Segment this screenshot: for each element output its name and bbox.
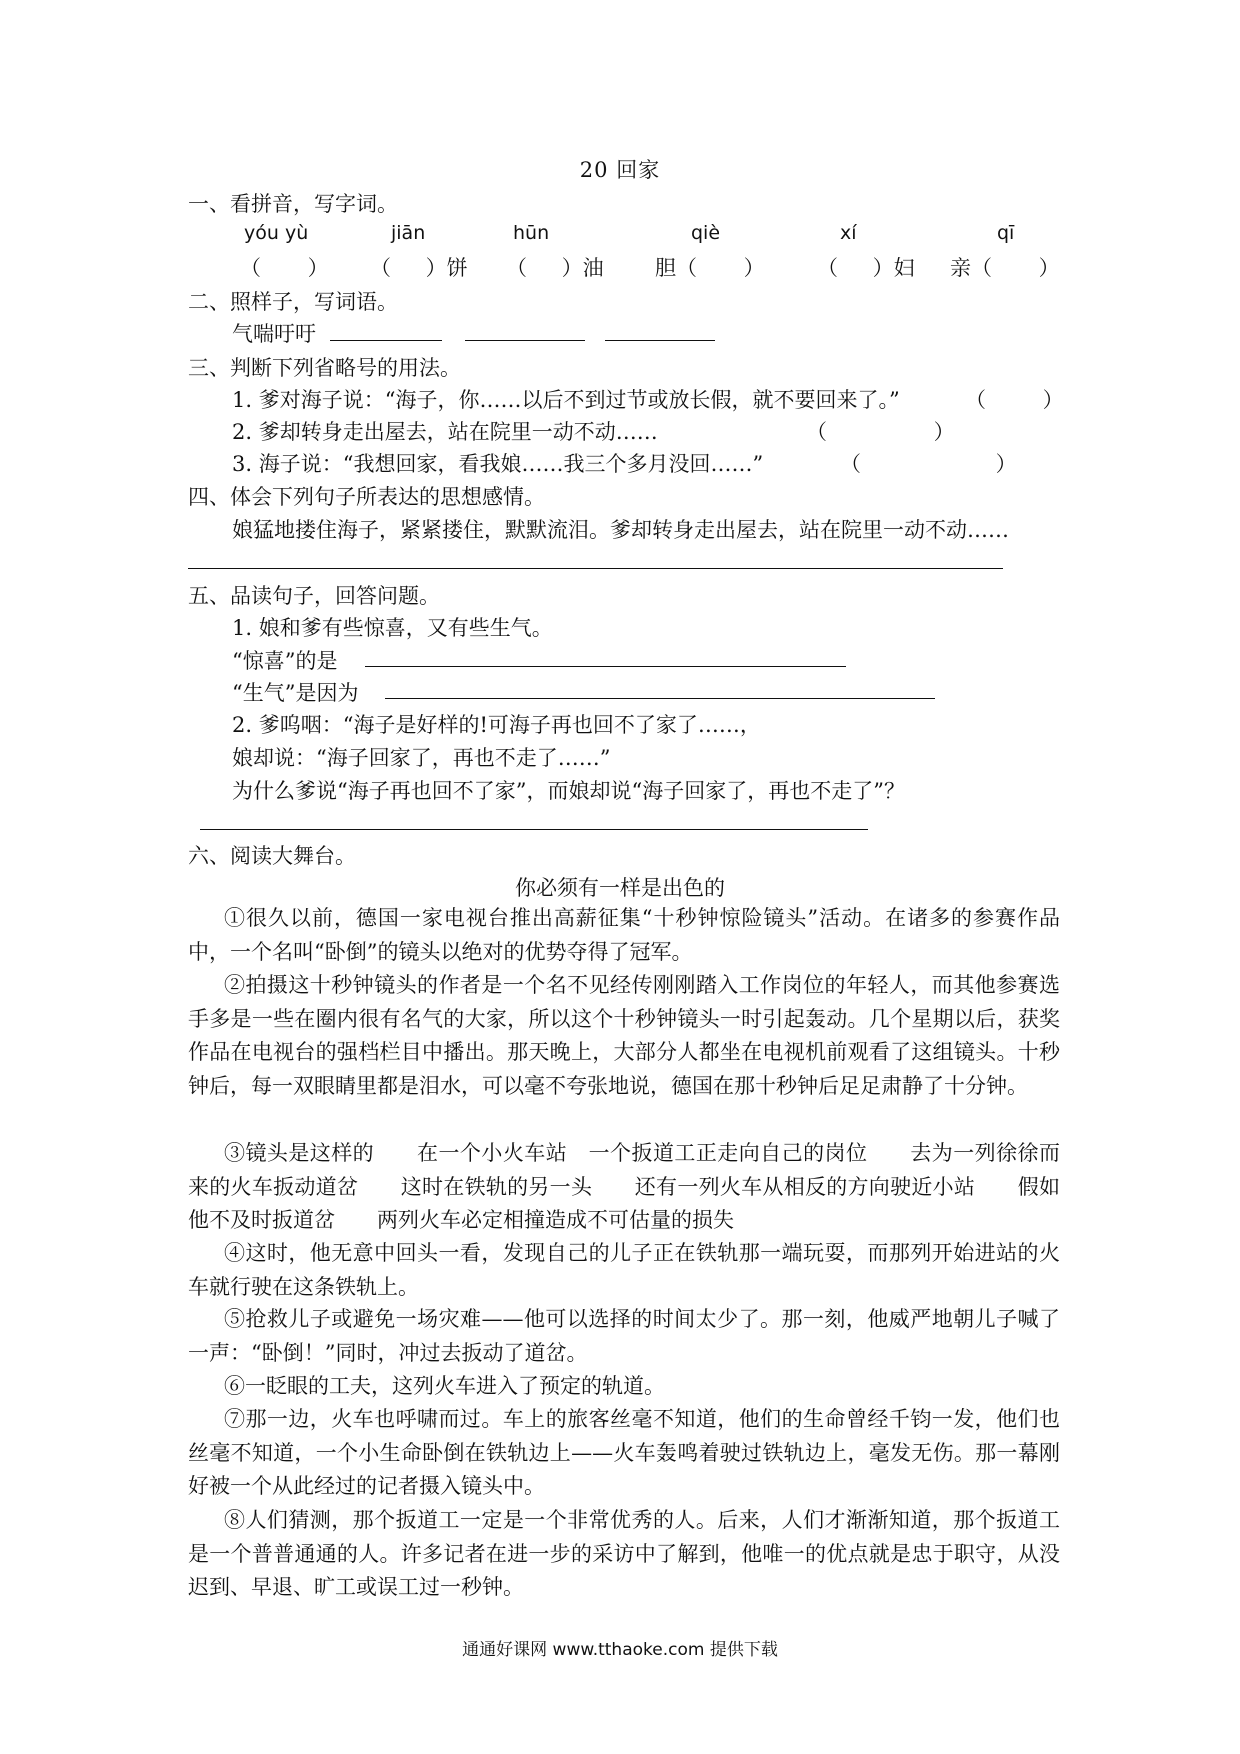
quoted-sentence: 娘猛地搂住海子，紧紧搂住，默默流泪。爹却转身走出屋去，站在院里一动不动…… <box>232 518 1009 542</box>
passage-paragraph <box>188 1504 1060 1605</box>
section-6-heading: 六、阅读大舞台。 <box>188 844 356 868</box>
passage-paragraph <box>188 1237 1060 1304</box>
answer-line[interactable] <box>465 340 585 341</box>
section-5-heading: 五、品读句子，回答问题。 <box>188 584 440 608</box>
answer-paren[interactable]: （ ） <box>840 452 1017 476</box>
answer-line[interactable] <box>200 829 868 830</box>
section-2-heading: 二、照样子，写词语。 <box>188 290 398 314</box>
passage-paragraph <box>188 1137 1060 1238</box>
paragraph-text: ⑦那一边，火车也呼啸而过。车上的旅客丝毫不知道，他们的生命曾经千钧一发，他们也丝毫不知道，一个小生命卧倒在铁轨边上——火车轰鸣着驶过铁轨边上，毫发无伤。那一幕刚好被一个从此经过的记者摄入镜头中。 <box>188 1407 1060 1498</box>
answer-paren[interactable]: （ ） <box>806 420 955 444</box>
blank-1[interactable]: （ ） <box>240 256 329 280</box>
question-2: 2. 爹呜咽：“海子是好样的!可海子再也回不了家了……， <box>232 713 761 737</box>
paragraph-text: ②拍摄这十秒钟镜头的作者是一个名不见经传刚刚踏入工作岗位的年轻人，而其他参赛选手多是一些在圈内很有名气的大家，所以这个十秒钟镜头一时引起轰动。几个星期以后，获奖作品在电视台的强档栏目中播出。那天晚上，大部分人都坐在电视机前观看了这组镜头。十秒钟后，每一双眼睛里都是泪水，可以毫不夸张地说，德国在那十秒钟后足足肃静了十分钟。 <box>188 973 1060 1098</box>
pinyin-4: qiè <box>691 222 721 244</box>
answer-line[interactable] <box>188 568 1003 569</box>
answer-line[interactable] <box>385 698 935 699</box>
section-3-heading: 三、判断下列省略号的用法。 <box>188 356 461 380</box>
passage-paragraph <box>188 1403 1060 1504</box>
blank-6[interactable]: 亲（ ） <box>950 256 1060 280</box>
blank-2[interactable]: （ ）饼 <box>370 256 468 280</box>
paragraph-text: ③镜头是这样的 在一个小火车站 一个扳道工正走向自己的岗位 去为一列徐徐而来的火车扳动道岔 这时在铁轨的另一头 还有一列火车从相反的方向驶近小站 假如他不及时扳道岔 两列火车必定相撞造成不可估量的损失 <box>188 1141 1060 1232</box>
answer-paren[interactable]: （ ） <box>965 388 1064 412</box>
section-4-heading: 四、体会下列句子所表达的思想感情。 <box>188 485 545 509</box>
pinyin-1: yóu yù <box>244 222 309 244</box>
question-item: 1. 爹对海子说：“海子，你……以后不到过节或放长假，就不要回来了。” <box>232 388 900 412</box>
blank-3[interactable]: （ ）油 <box>506 256 604 280</box>
passage-paragraph <box>188 902 1060 969</box>
question-2-quote: 娘却说：“海子回家了，再也不走了……” <box>232 746 611 770</box>
pinyin-2: jiān <box>391 222 426 244</box>
page-title: 20 回家 <box>579 158 661 182</box>
example-word: 气喘吁吁 <box>232 322 316 346</box>
answer-line[interactable] <box>365 666 846 667</box>
answer-line[interactable] <box>330 340 442 341</box>
blank-4[interactable]: 胆（ ） <box>655 256 765 280</box>
paragraph-text: ①很久以前，德国一家电视台推出高薪征集“十秒钟惊险镜头”活动。在诸多的参赛作品中，一个名叫“卧倒”的镜头以绝对的优势夺得了冠军。 <box>188 906 1060 964</box>
paragraph-text: ④这时，他无意中回头一看，发现自己的儿子正在铁轨那一端玩耍，而那列开始进站的火车就行驶在这条铁轨上。 <box>188 1241 1060 1299</box>
question-1a-label: “惊喜”的是 <box>232 649 338 673</box>
blank-5[interactable]: （ ）妇 <box>817 256 915 280</box>
question-2-prompt: 为什么爹说“海子再也回不了家”，而娘却说“海子回家了，再也不走了”？ <box>232 779 905 803</box>
paragraph-text: ⑥一眨眼的工夫，这列火车进入了预定的轨道。 <box>224 1374 665 1398</box>
question-1b-label: “生气”是因为 <box>232 681 359 705</box>
question-item: 2. 爹却转身走出屋去，站在院里一动不动…… <box>232 420 658 444</box>
question-1: 1. 娘和爹有些惊喜，又有些生气。 <box>232 616 553 640</box>
passage-paragraph <box>188 1303 1060 1370</box>
pinyin-5: xí <box>840 222 857 244</box>
footer-text: 通通好课网 www.tthaoke.com 提供下载 <box>462 1640 778 1660</box>
pinyin-3: hūn <box>513 222 550 244</box>
question-item: 3. 海子说：“我想回家，看我娘……我三个多月没回……” <box>232 452 764 476</box>
paragraph-text: ⑧人们猜测，那个扳道工一定是一个非常优秀的人。后来，人们才渐渐知道，那个扳道工是一个普普通通的人。许多记者在进一步的采访中了解到，他唯一的优点就是忠于职守，从没迟到、早退、旷工或误工过一秒钟。 <box>188 1508 1060 1599</box>
answer-line[interactable] <box>605 340 715 341</box>
passage-title: 你必须有一样是出色的 <box>515 876 725 900</box>
section-1-heading: 一、看拼音，写字词。 <box>188 192 398 216</box>
passage-paragraph <box>188 969 1060 1103</box>
pinyin-6: qī <box>997 222 1015 244</box>
passage-paragraph <box>188 1370 1060 1404</box>
paragraph-text: ⑤抢救儿子或避免一场灾难——他可以选择的时间太少了。那一刻，他威严地朝儿子喊了一声：“卧倒！”同时，冲过去扳动了道岔。 <box>188 1307 1060 1365</box>
